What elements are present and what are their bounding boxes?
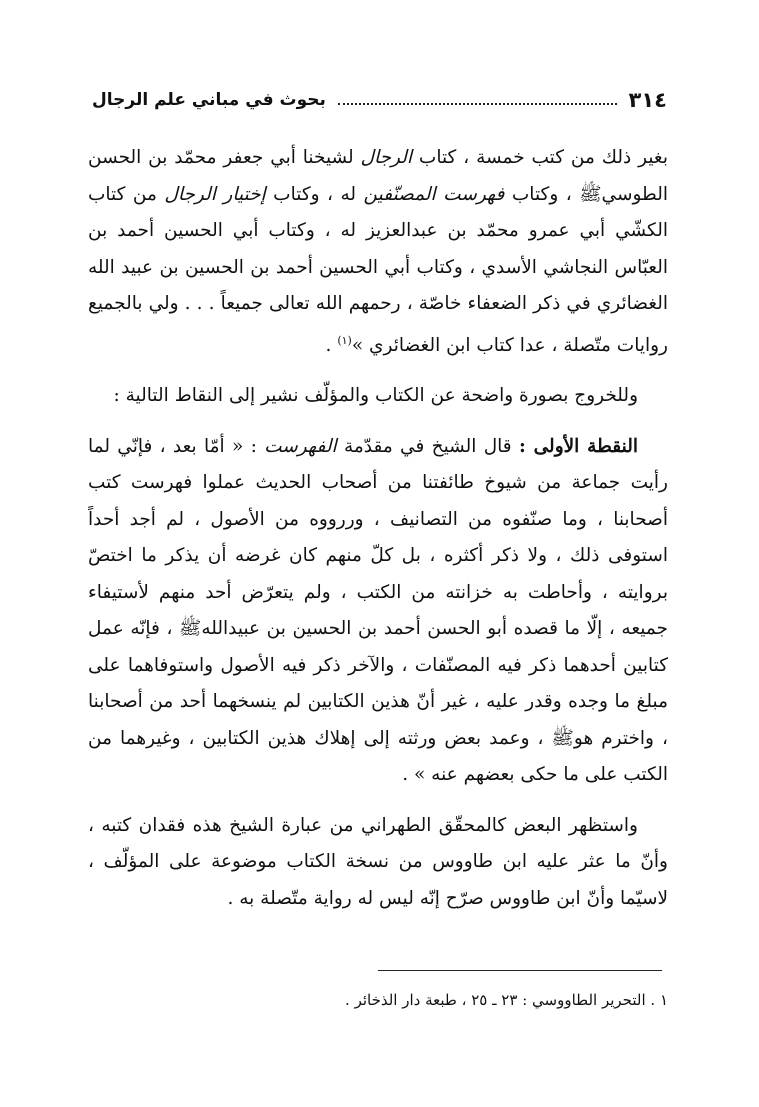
text-run: لشيخنا أبي جعفر محمّد بن الحسن الطوسيﷺ ، وكتاب (88, 147, 668, 205)
text-run: واستظهر البعض كالمحقّق الطهراني من عبارة الشيخ هذه فقدان كتبه ، وأنّ ما عثر عليه ابن طاووس من نسخة الكتاب موضوعة على المؤلّف ، لاسيّما وأنّ ابن طاووس صرّح إنّه ليس له رواية متّصلة به . (88, 814, 668, 909)
footnote: ١ . التحرير الطاووسي : ٢٣ ـ ٢٥ ، طبعة دار الذخائر . (345, 991, 668, 1009)
paragraph-p1 (88, 140, 668, 364)
footnote-ref: (١) (337, 333, 352, 347)
text-run: قال الشيخ في مقدّمة (336, 435, 519, 457)
point-heading: النقطة الأولى : (518, 435, 638, 457)
text-run: بغير ذلك من كتب خمسة ، كتاب (412, 147, 668, 168)
text-run: له ، وكتاب (265, 183, 364, 205)
paragraph-p3 (88, 429, 668, 794)
book-title: إختيار الرجال (164, 183, 266, 205)
header-dotted-leader (338, 103, 617, 105)
book-title: الفهرست (264, 435, 337, 457)
paragraph-p2 (88, 378, 668, 415)
text-run: . (325, 334, 338, 356)
text-run: : « أمّا بعد ، فإنّي لما رأيت جماعة من شيوخ طائفتنا من أصحاب الحديث عملوا فهرست كتب أصحابنا ، وما صنّفوه من التصانيف ، وررووه من الأصول ، لم أجد أحداً استوفى ذلك ، ولا ذكر أكثره ، بل كلّ منهم كان غرضه أن يذكر ما اختصّ بروايته ، وأحاطت به خزانته من الكتب ، ولم يتعرّض أحد منهم لأستيفاء جميعه ، إلّا ما قصده أبو الحسن أحمد بن الحسين بن عبيداللهﷺ ، فإنّه عمل كتابين أحدهما ذكر فيه المصنّفات ، والآخر ذكر فيه الأصول واستوفاهما على مبلغ ما وجده وقدر عليه ، غير أنّ هذين الكتابين لم ينسخهما أحد من أصحابنا ، واخترم هوﷺ ، وعمد بعض ورثته إلى إهلاك هذين الكتابين ، وغيرهما من الكتب على ما حكى بعضهم عنه » . (88, 435, 668, 786)
book-title: الرجال (360, 147, 413, 168)
page-number: ٣١٤ (628, 88, 667, 112)
paragraph-p4 (88, 808, 668, 918)
text-run: وللخروج بصورة واضحة عن الكتاب والمؤلّف نشير إلى النقاط التالية : (113, 385, 638, 407)
footnote-divider (378, 970, 662, 971)
main-text (88, 140, 668, 931)
running-title: بحوث في مباني علم الرجال (92, 90, 326, 110)
text-run: من كتاب الكشّي أبي عمرو محمّد بن عبدالعزيز له ، وكتاب أبي الحسين أحمد بن العبّاس النجاشي الأسدي ، وكتاب أبي الحسين أحمد بن الحسين بن عبيد الله الغضائري في ذكر الضعفاء خاصّة ، رحمهم الله تعالى جميعاً . . . ولي بالجميع روايات متّصلة ، عدا كتاب ابن الغضائري » (88, 183, 668, 356)
book-title: فهرست المصنّفين (363, 183, 505, 205)
page-header (92, 82, 667, 118)
